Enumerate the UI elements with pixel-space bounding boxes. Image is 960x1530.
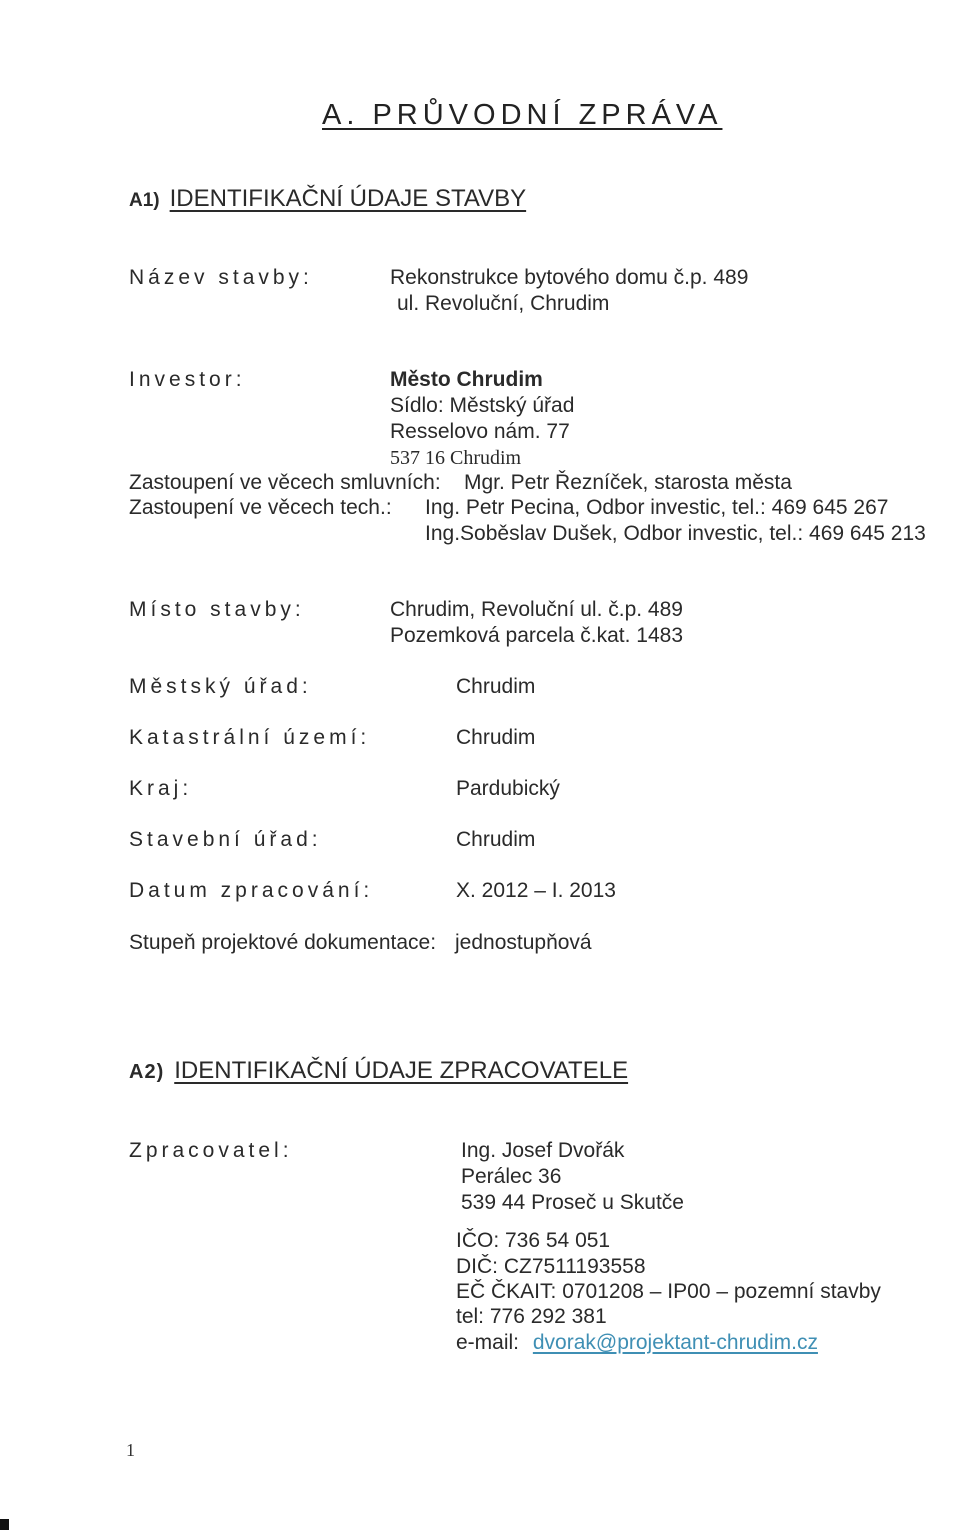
stupen-label: Stupeň projektové dokumentace:	[129, 931, 437, 954]
section-prefix: A1)	[129, 190, 160, 211]
katastralni-uzemi-value: Chrudim	[456, 726, 536, 749]
zpracovatel-email-row	[456, 1332, 818, 1353]
zpracovatel-dic: DIČ: CZ7511193558	[456, 1255, 646, 1278]
misto-stavby-line-1: Chrudim, Revoluční ul. č.p. 489	[390, 598, 683, 621]
section-prefix: A2)	[129, 1061, 165, 1083]
investor-line-1: Sídlo: Městský úřad	[390, 394, 575, 417]
kraj-label: Kraj:	[129, 777, 193, 800]
zpracovatel-line-1: Ing. Josef Dvořák	[461, 1139, 625, 1162]
zpracovatel-line-2: Perálec 36	[461, 1165, 562, 1188]
zpracovatel-label: Zpracovatel:	[129, 1139, 293, 1162]
section-title: IDENTIFIKAČNÍ ÚDAJE STAVBY	[169, 185, 527, 212]
stavebni-urad-label: Stavební úřad:	[129, 828, 322, 851]
investor-name: Město Chrudim	[390, 368, 543, 391]
section-title: IDENTIFIKAČNÍ ÚDAJE ZPRACOVATELE	[174, 1057, 629, 1084]
zastoupeni-tech-value-2: Ing.Soběslav Dušek, Odbor investic, tel.: 469 645 213	[425, 522, 926, 545]
katastralni-uzemi-label: Katastrální území:	[129, 726, 371, 749]
zpracovatel-ico: IČO: 736 54 051	[456, 1229, 611, 1252]
email-link[interactable]: dvorak@projektant-chrudim.cz	[532, 1331, 818, 1354]
zastoupeni-tech-value-1: Ing. Petr Pecina, Odbor investic, tel.: 469 645 267	[425, 496, 889, 519]
nazev-stavby-line-2: ul. Revoluční, Chrudim	[397, 292, 610, 315]
kraj-value: Pardubický	[456, 777, 560, 800]
datum-zpracovani-value: X. 2012 – I. 2013	[456, 879, 616, 902]
investor-label: Investor:	[129, 368, 246, 391]
mestsky-urad-label: Městský úřad:	[129, 675, 312, 698]
stavebni-urad-value: Chrudim	[456, 828, 536, 851]
stupen-value: jednostupňová	[455, 931, 592, 954]
misto-stavby-label: Místo stavby:	[129, 598, 305, 621]
page-number: 1	[126, 1440, 135, 1460]
mestsky-urad-value: Chrudim	[456, 675, 536, 698]
email-label: e-mail:	[456, 1331, 520, 1354]
zastoupeni-smluvni-value: Mgr. Petr Řezníček, starosta města	[464, 471, 792, 494]
document-title: A. PRŮVODNÍ ZPRÁVA	[322, 99, 723, 131]
investor-line-2: Resselovo nám. 77	[390, 420, 570, 443]
zpracovatel-line-3: 539 44 Proseč u Skutče	[461, 1191, 684, 1214]
nazev-stavby-line-1: Rekonstrukce bytového domu č.p. 489	[390, 266, 749, 289]
section-heading-a1	[129, 187, 526, 211]
scan-corner-mark	[0, 1519, 9, 1530]
zastoupeni-smluvni-label: Zastoupení ve věcech smluvních:	[129, 471, 441, 494]
zpracovatel-ckait: EČ ČKAIT: 0701208 – IP00 – pozemní stavby	[456, 1280, 881, 1303]
datum-zpracovani-label: Datum zpracování:	[129, 879, 374, 902]
zpracovatel-tel: tel: 776 292 381	[456, 1305, 607, 1328]
misto-stavby-line-2: Pozemková parcela č.kat. 1483	[390, 624, 683, 647]
section-heading-a2	[129, 1059, 628, 1083]
zastoupeni-tech-label: Zastoupení ve věcech tech.:	[129, 496, 392, 519]
nazev-stavby-label: Název stavby:	[129, 266, 313, 289]
investor-line-3: 537 16 Chrudim	[390, 447, 522, 469]
